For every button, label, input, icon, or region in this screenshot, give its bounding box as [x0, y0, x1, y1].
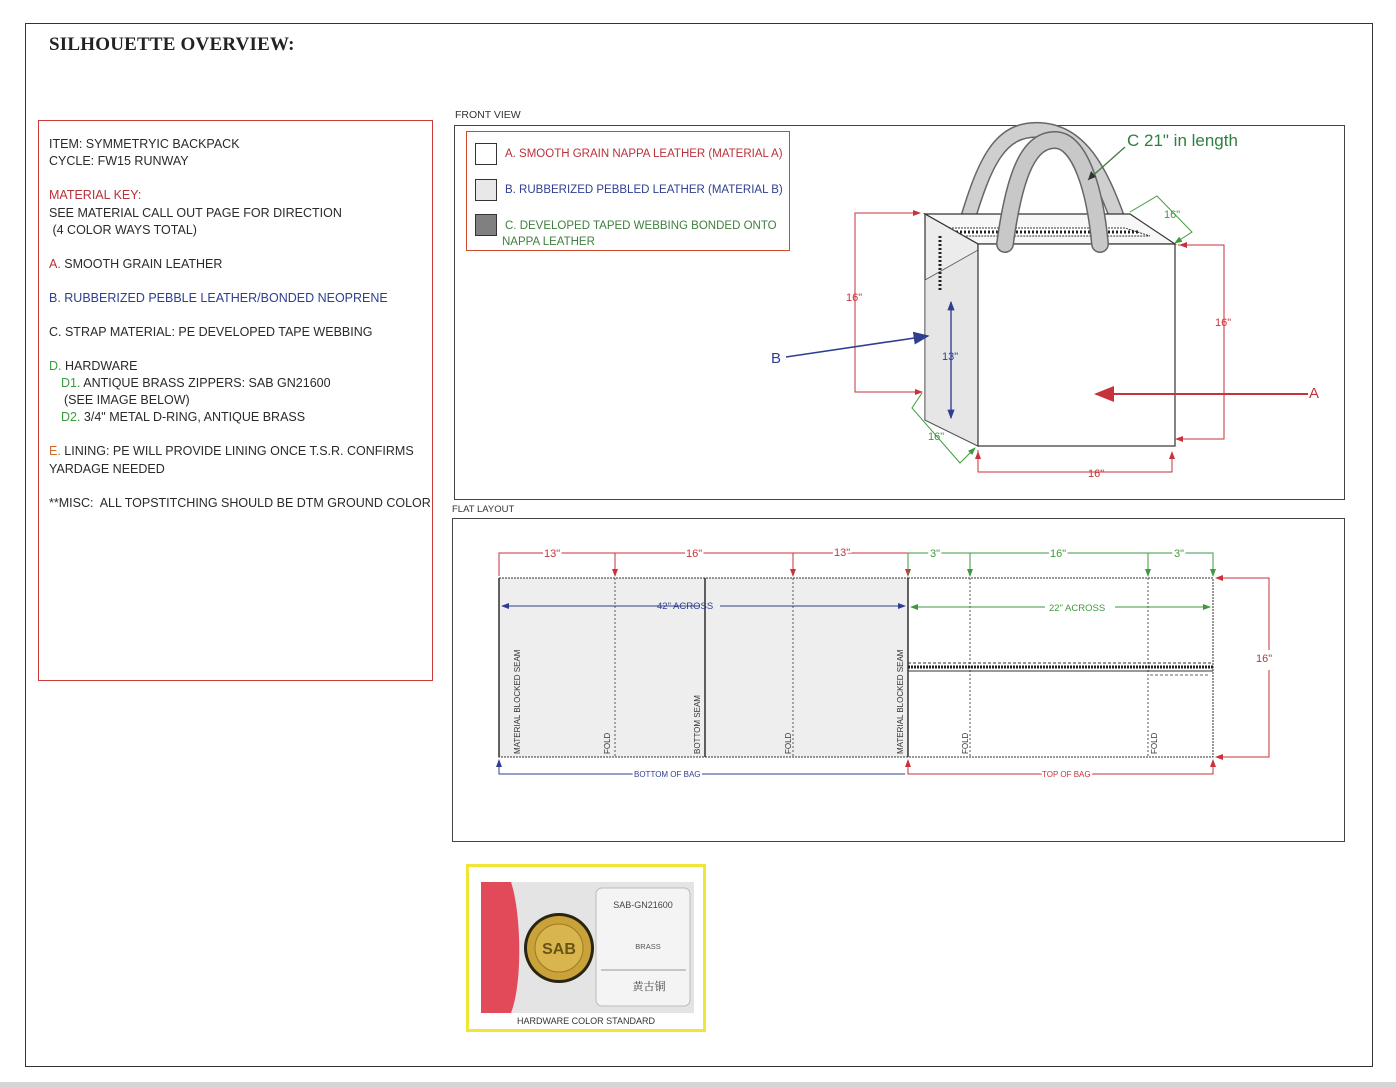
bag-illustration — [925, 130, 1175, 446]
spec-material-key-line2: (4 COLOR WAYS TOTAL) — [49, 223, 197, 237]
card-material: BRASS — [635, 942, 661, 951]
spec-e-letter: E. — [49, 444, 61, 458]
flat-pattern — [499, 578, 1213, 757]
spec-d2-letter: D2. — [61, 410, 81, 424]
page-title: SILHOUETTE OVERVIEW: — [49, 34, 295, 55]
flat-dim-3-left: 3" — [930, 548, 941, 560]
callout-b: B — [771, 350, 782, 367]
dim-right-height: 16" — [1215, 317, 1232, 329]
hardware-caption: HARDWARE COLOR STANDARD — [516, 1016, 655, 1026]
spec-d1-text: ANTIQUE BRASS ZIPPERS: SAB GN21600 — [80, 376, 331, 390]
dim-bottom-depth: 16" — [928, 431, 945, 443]
spec-lining-line2: YARDAGE NEEDED — [49, 462, 165, 476]
dim-bottom-width: 16" — [1088, 468, 1105, 480]
spec-d-letter: D. — [49, 359, 62, 373]
spec-material-key-line1: SEE MATERIAL CALL OUT PAGE FOR DIRECTION — [49, 206, 342, 220]
spec-d2-text: 3/4" METAL D-RING, ANTIQUE BRASS — [80, 410, 306, 424]
legend-material-b: B. RUBBERIZED PEBBLED LEATHER (MATERIAL B) — [505, 184, 783, 196]
flat-layout-label: FLAT LAYOUT — [452, 504, 515, 515]
spec-item: ITEM: SYMMETRYIC BACKPACK — [49, 137, 240, 151]
flat-22-across: 22" ACROSS — [1049, 603, 1106, 614]
hardware-photo — [481, 882, 694, 1013]
spec-hardware-d1-note: (SEE IMAGE BELOW) — [64, 393, 190, 407]
seam-label-material-blocked-right: MATERIAL BLOCKED SEAM — [896, 649, 905, 754]
spec-d-text: HARDWARE — [61, 359, 138, 373]
spec-d1-letter: D1. — [61, 376, 81, 390]
seam-label-fold-1: FOLD — [603, 732, 612, 754]
seam-label-fold-2: FOLD — [784, 732, 793, 754]
bottom-of-bag-label: BOTTOM OF BAG — [634, 770, 701, 779]
spec-material-c: C. STRAP MATERIAL: PE DEVELOPED TAPE WEBBING — [49, 325, 373, 339]
flat-dim-16-green: 16" — [1050, 548, 1067, 560]
strap-length-callout: C 21" in length — [1127, 131, 1238, 150]
legend-material-c-line2: NAPPA LEATHER — [502, 236, 595, 248]
hardware-sample — [481, 882, 694, 1013]
spec-material-key-label: MATERIAL KEY: — [49, 188, 142, 202]
flat-dim-3-right: 3" — [1174, 548, 1185, 560]
card-chinese: 黄古铜 — [632, 981, 666, 993]
legend-material-a: A. SMOOTH GRAIN NAPPA LEATHER (MATERIAL A) — [505, 148, 783, 160]
seam-label-material-blocked-left: MATERIAL BLOCKED SEAM — [513, 649, 522, 754]
spec-e-text1: LINING: PE WILL PROVIDE LINING ONCE T.S.R. CONFIRMS — [60, 444, 414, 458]
seam-label-bottom: BOTTOM SEAM — [693, 695, 702, 754]
dim-top-depth: 16" — [1164, 209, 1181, 221]
flat-dim-16: 16" — [686, 548, 703, 560]
flat-42-across: 42" ACROSS — [657, 601, 714, 612]
seam-label-fold-3: FOLD — [961, 732, 970, 754]
spec-a-text: SMOOTH GRAIN LEATHER — [60, 257, 223, 271]
front-view-label: FRONT VIEW — [455, 109, 521, 121]
flat-dim-13-right: 13" — [834, 547, 851, 559]
spec-b-text: B. RUBBERIZED PEBBLE LEATHER/BONDED NEOPRENE — [49, 291, 388, 305]
flat-height-16: 16" — [1256, 653, 1273, 665]
coin-logo: SAB — [542, 941, 576, 958]
callout-a: A — [1309, 385, 1320, 402]
dim-side-13: 13" — [942, 351, 959, 363]
spec-misc: **MISC: ALL TOPSTITCHING SHOULD BE DTM GROUND COLOR — [49, 496, 431, 510]
top-of-bag-label: TOP OF BAG — [1042, 770, 1091, 779]
card-code: SAB-GN21600 — [613, 900, 673, 910]
spec-a-letter: A. — [49, 257, 61, 271]
flat-dim-13-left: 13" — [544, 548, 561, 560]
seam-label-fold-4: FOLD — [1150, 732, 1159, 754]
spec-cycle: CYCLE: FW15 RUNWAY — [49, 154, 189, 168]
dim-left-height: 16" — [846, 292, 863, 304]
legend-material-c: C. DEVELOPED TAPED WEBBING BONDED ONTO — [505, 220, 777, 232]
